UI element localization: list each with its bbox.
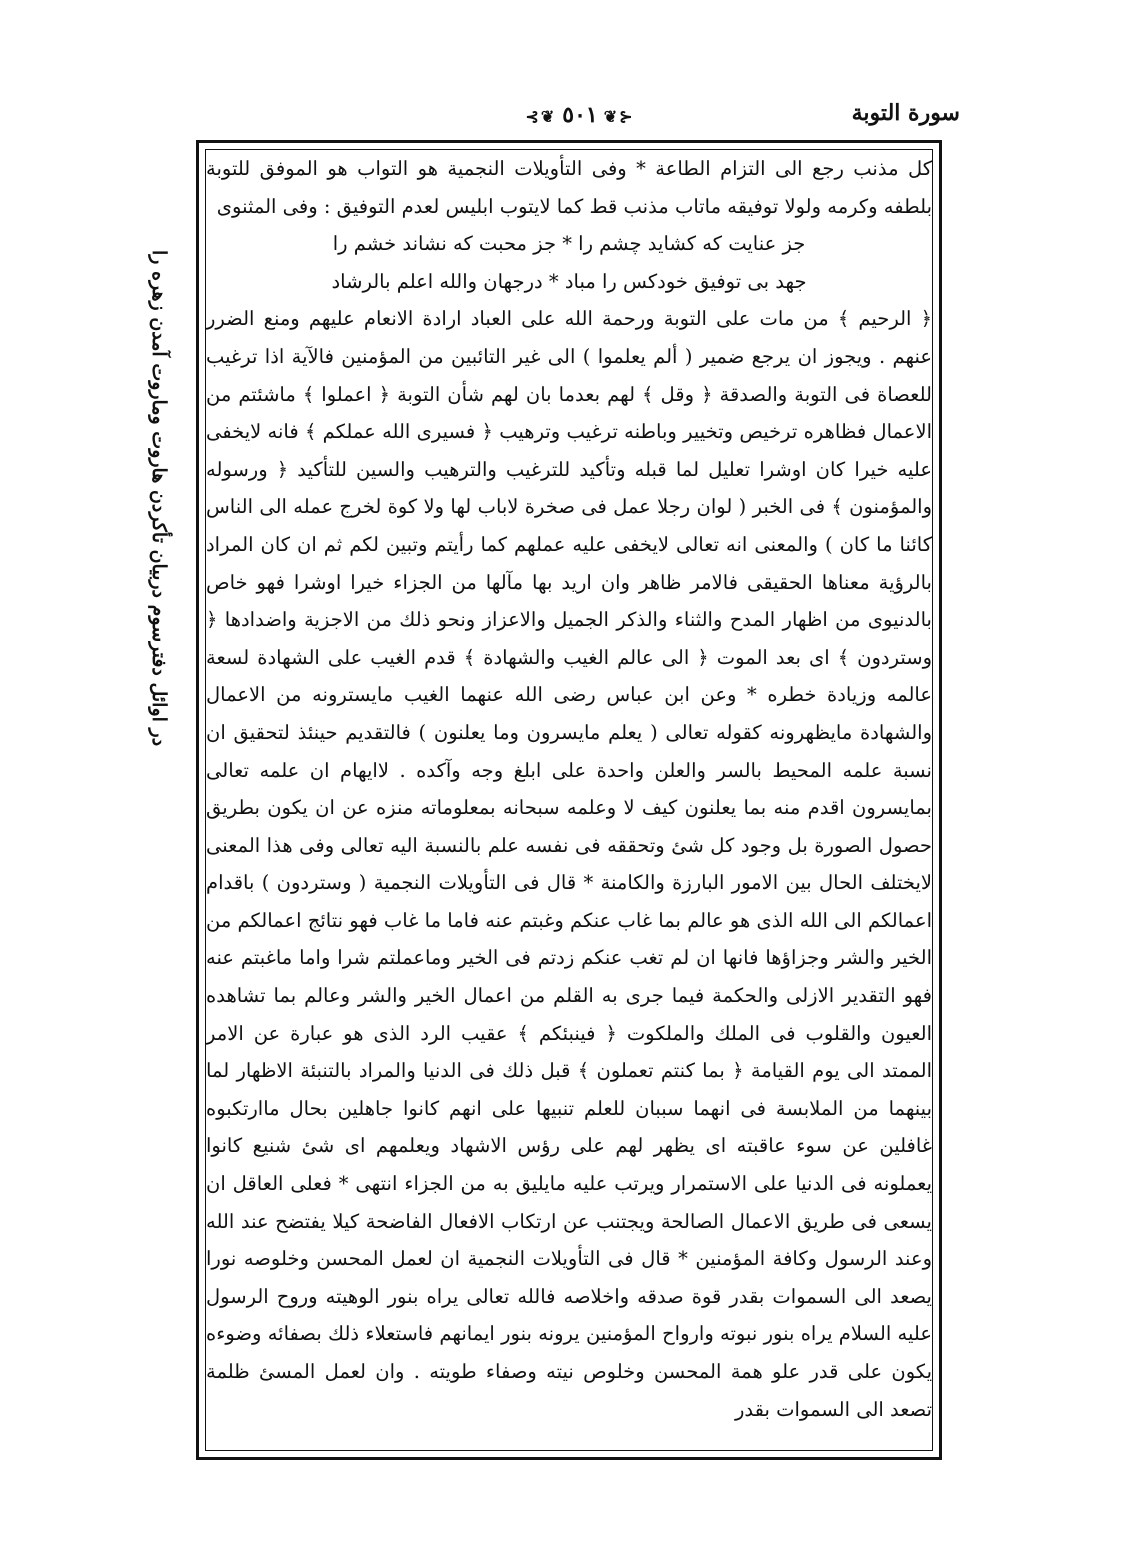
main-text-body	[206, 150, 932, 1450]
surah-title: سورة التوبة	[851, 100, 960, 126]
margin-note-text: در اوائل دفترسوم دربيان تأكردن هاروت وماروت آمدن زهره را	[148, 250, 170, 747]
verse-line-2: جهد بى توفيق خودكس را مباد * درجهان والله اعلم بالرشاد	[331, 269, 807, 293]
page-header	[200, 100, 960, 140]
margin-note	[150, 250, 190, 890]
opening-paragraph: كل مذنب رجع الى التزام الطاعة * وفى التأويلات النجمية هو التواب هو الموفق للتوبة بلطفه وكرمه ولولا توفيقه ماتاب مذنب قط كما لايتوب ابليس لعدم التوفيق : وفى المثنوى	[206, 157, 932, 218]
ornament-left-icon: ⊰❦	[525, 106, 557, 126]
page-number	[200, 102, 960, 128]
page-number-text: ٥٠١	[562, 102, 598, 128]
verse-line-1: جز عنايت كه كشايد چشم را * جز محبت كه نشاند خشم را	[332, 232, 806, 256]
ornament-right-icon: ❦⊱	[603, 106, 635, 126]
commentary-paragraph: ﴿ الرحيم ﴾ من مات على التوبة ورحمة الله على العباد ارادة الانعام عليهم ومنع الضرر عنهم . ويجوز ان يرجع ضمير ( ألم يعلموا ) الى غير التائبين من المؤمنين فالآية اذا ترغيب للعصاة فى التوبة والصدقة ﴿ وقل ﴾ لهم بعدما بان لهم شأن التوبة ﴿ اعملوا ﴾ ماشئتم من الاعمال فظاهره ترخيص وتخيير وباطنه ترغيب وترهيب ﴿ فسيرى الله عملكم ﴾ فانه لايخفى عليه خيرا كان اوشرا تعليل لما قبله وتأكيد للترغيب والترهيب والسين للتأكيد ﴿ ورسوله والمؤمنون ﴾ فى الخبر ( لوان رجلا عمل فى صخرة لاباب لها ولا كوة لخرج عمله الى الناس كائنا ما كان ) والمعنى انه تعالى لايخفى عليه عملهم كما رأيتم وتبين لكم ثم ان كان المراد بالرؤية معناها الحقيقى فالامر ظاهر وان اريد بها مآلها من الجزاء خيرا اوشرا فهو خاص بالدنيوى من اظهار المدح والثناء والذكر الجميل والاعزاز ونحو ذلك من الاجزية واضدادها ﴿ وستردون ﴾ اى بعد الموت ﴿ الى عالم الغيب والشهادة ﴾ قدم الغيب على الشهادة لسعة عالمه وزيادة خطره * وعن ابن عباس رضى الله عنهما الغيب مايسترونه من الاعمال والشهادة مايظهرونه كقوله تعالى ( يعلم مايسرون وما يعلنون ) فالتقديم حينئذ لتحقيق ان نسبة علمه المحيط بالسر والعلن واحدة على ابلغ وجه وآكده . لاايهام ان علمه تعالى بمايسرون اقدم منه بما يعلنون كيف لا وعلمه سبحانه بمعلوماته منزه عن ان يكون بطريق حصول الصورة بل وجود كل شئ وتحققه فى نفسه علم بالنسبة اليه تعالى وفى هذا المعنى لايختلف الحال بين الامور البارزة والكامنة * قال فى التأويلات النجمية ( وستردون ) باقدام اعمالكم الى الله الذى هو عالم بما غاب عنكم وغبتم عنه فاما ما غاب فهو نتائج اعمالكم من الخير والشر وجزاؤها فانها ان لم تغب عنكم زدتم فى الخير وماعملتم شرا واما ماغبتم عنه فهو التقدير الازلى والحكمة فيما جرى به القلم من اعمال الخير والشر وعالم بما تشاهده العيون والقلوب فى الملك والملكوت ﴿ فينبئكم ﴾ عقيب الرد الذى هو عبارة عن الامر الممتد الى يوم القيامة ﴿ بما كنتم تعملون ﴾ قبل ذلك فى الدنيا والمراد بالتنبئة الاظهار لما بينهما من الملابسة فى انهما سببان للعلم تنبيها على انهم كانوا جاهلين بحال ماارتكبوه غافلين عن سوء عاقبته اى يظهر لهم على رؤس الاشهاد ويعلمهم اى شئ شنيع كانوا يعملونه فى الدنيا على الاستمرار ويرتب عليه مايليق به من الجزاء انتهى * فعلى العاقل ان يسعى فى طريق الاعمال الصالحة ويجتنب عن ارتكاب الافعال الفاضحة كيلا يفتضح عند الله وعند الرسول وكافة المؤمنين * قال فى التأويلات النجمية ان لعمل المحسن وخلوصه نورا يصعد الى السموات بقدر قوة صدقه واخلاصه فالله تعالى يراه بنور الوهيته وروح الرسول عليه السلام يراه بنور نبوته وارواح المؤمنين يرونه بنور ايمانهم فاستعلاء ذلك بصفائه وضوءه يكون على قدر علو همة المحسن وخلوص نيته وصفاء طويته . وان لعمل المسئ ظلمة تصعد الى السموات بقدر	[206, 307, 932, 1421]
